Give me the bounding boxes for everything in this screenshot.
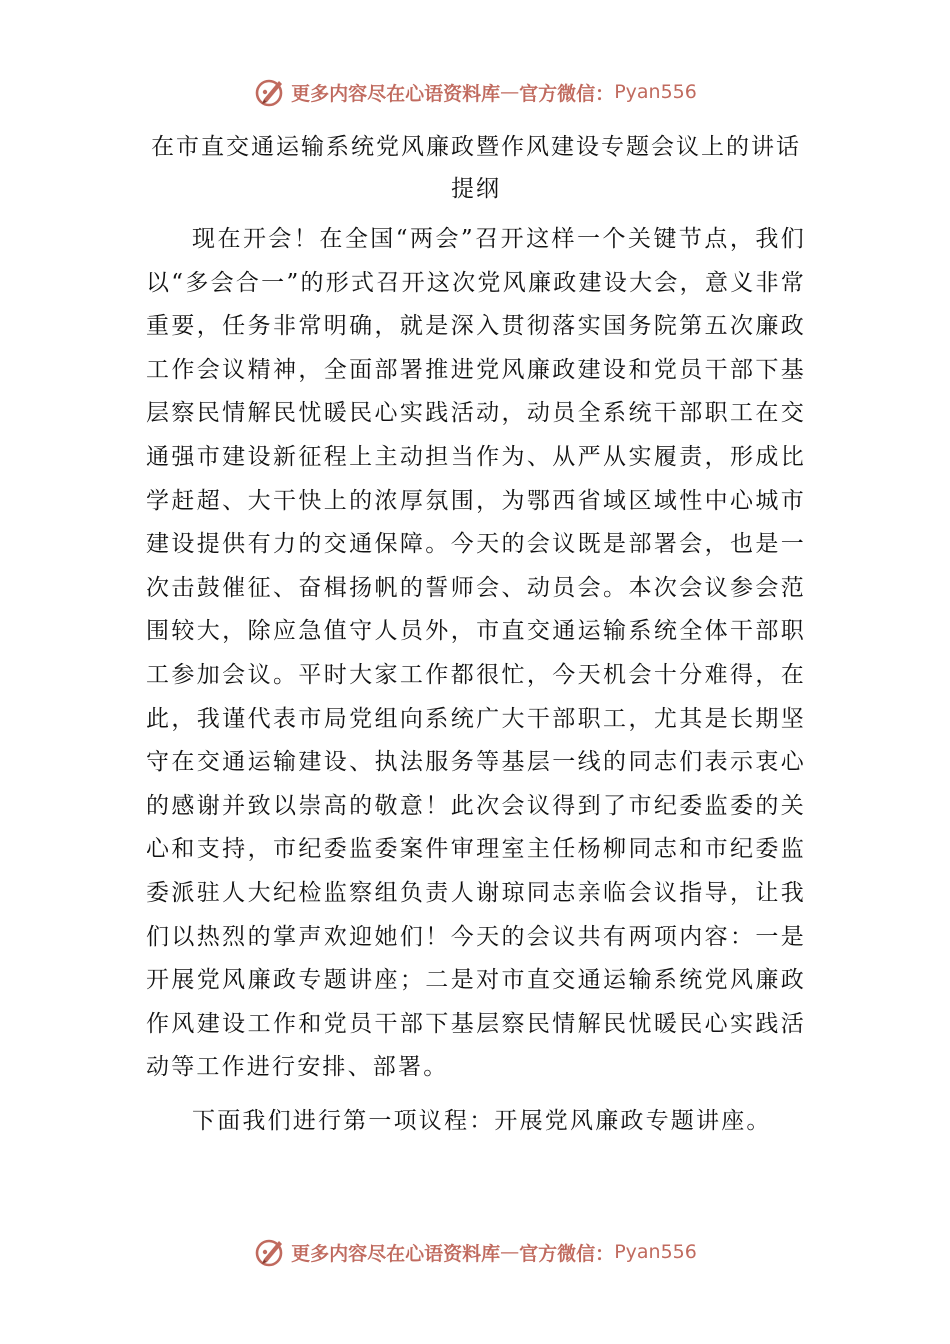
- watermark-wechat-id: Pyan556: [614, 1241, 697, 1263]
- body-paragraph: 下面我们进行第一项议程：开展党风廉政专题讲座。: [192, 1107, 772, 1134]
- watermark-separator: —: [500, 1241, 520, 1263]
- footer-watermark: [0, 1234, 950, 1270]
- document-title: 在市直交通运输系统党风廉政暨作风建设专题会议上的讲话提纲: [151, 134, 801, 202]
- document-body: [146, 218, 806, 1143]
- watermark-separator: —: [500, 81, 520, 103]
- watermark-site-text: 更多内容尽在心语资料库: [291, 82, 501, 105]
- watermark-wechat-label: 官方微信：: [519, 82, 615, 105]
- watermark-wechat-id: Pyan556: [614, 81, 697, 103]
- header-watermark: [0, 74, 950, 110]
- watermark-wechat-label: 官方微信：: [519, 1242, 615, 1265]
- pen-logo-icon: [253, 1235, 287, 1269]
- body-paragraph: 现在开会！在全国“两会”召开这样一个关键节点，我们以“多会合一”的形式召开这次党风廉政建设大会，意义非常重要，任务非常明确，就是深入贯彻落实国务院第五次廉政工作会议精神，全面部署推进党风廉政建设和党员干部下基层察民情解民忧暖民心实践活动，动员全系统干部职工在交通强市建设新征程上主动担当作为、从严从实履责，形成比学赶超、大干快上的浓厚氛围，为鄂西省域区域性中心城市建设提供有力的交通保障。今天的会议既是部署会，也是一次击鼓催征、奋楫扬帆的誓师会、动员会。本次会议参会范围较大，除应急值守人员外，市直交通运输系统全体干部职工参加会议。平时大家工作都很忙，今天机会十分难得，在此，我谨代表市局党组向系统广大干部职工，尤其是长期坚守在交通运输建设、执法服务等基层一线的同志们表示衷心的感谢并致以崇高的敬意！此次会议得到了市纪委监委的关心和支持，市纪委监委案件审理室主任杨柳同志和市纪委监委派驻人大纪检监察组负责人谢琼同志亲临会议指导，让我们以热烈的掌声欢迎她们！今天的会议共有两项内容：一是开展党风廉政专题讲座；二是对市直交通运输系统党风廉政作风建设工作和党员干部下基层察民情解民忧暖民心实践活动等工作进行安排、部署。: [146, 226, 806, 1081]
- pen-logo-icon: [253, 75, 287, 109]
- watermark-site-text: 更多内容尽在心语资料库: [291, 1242, 501, 1265]
